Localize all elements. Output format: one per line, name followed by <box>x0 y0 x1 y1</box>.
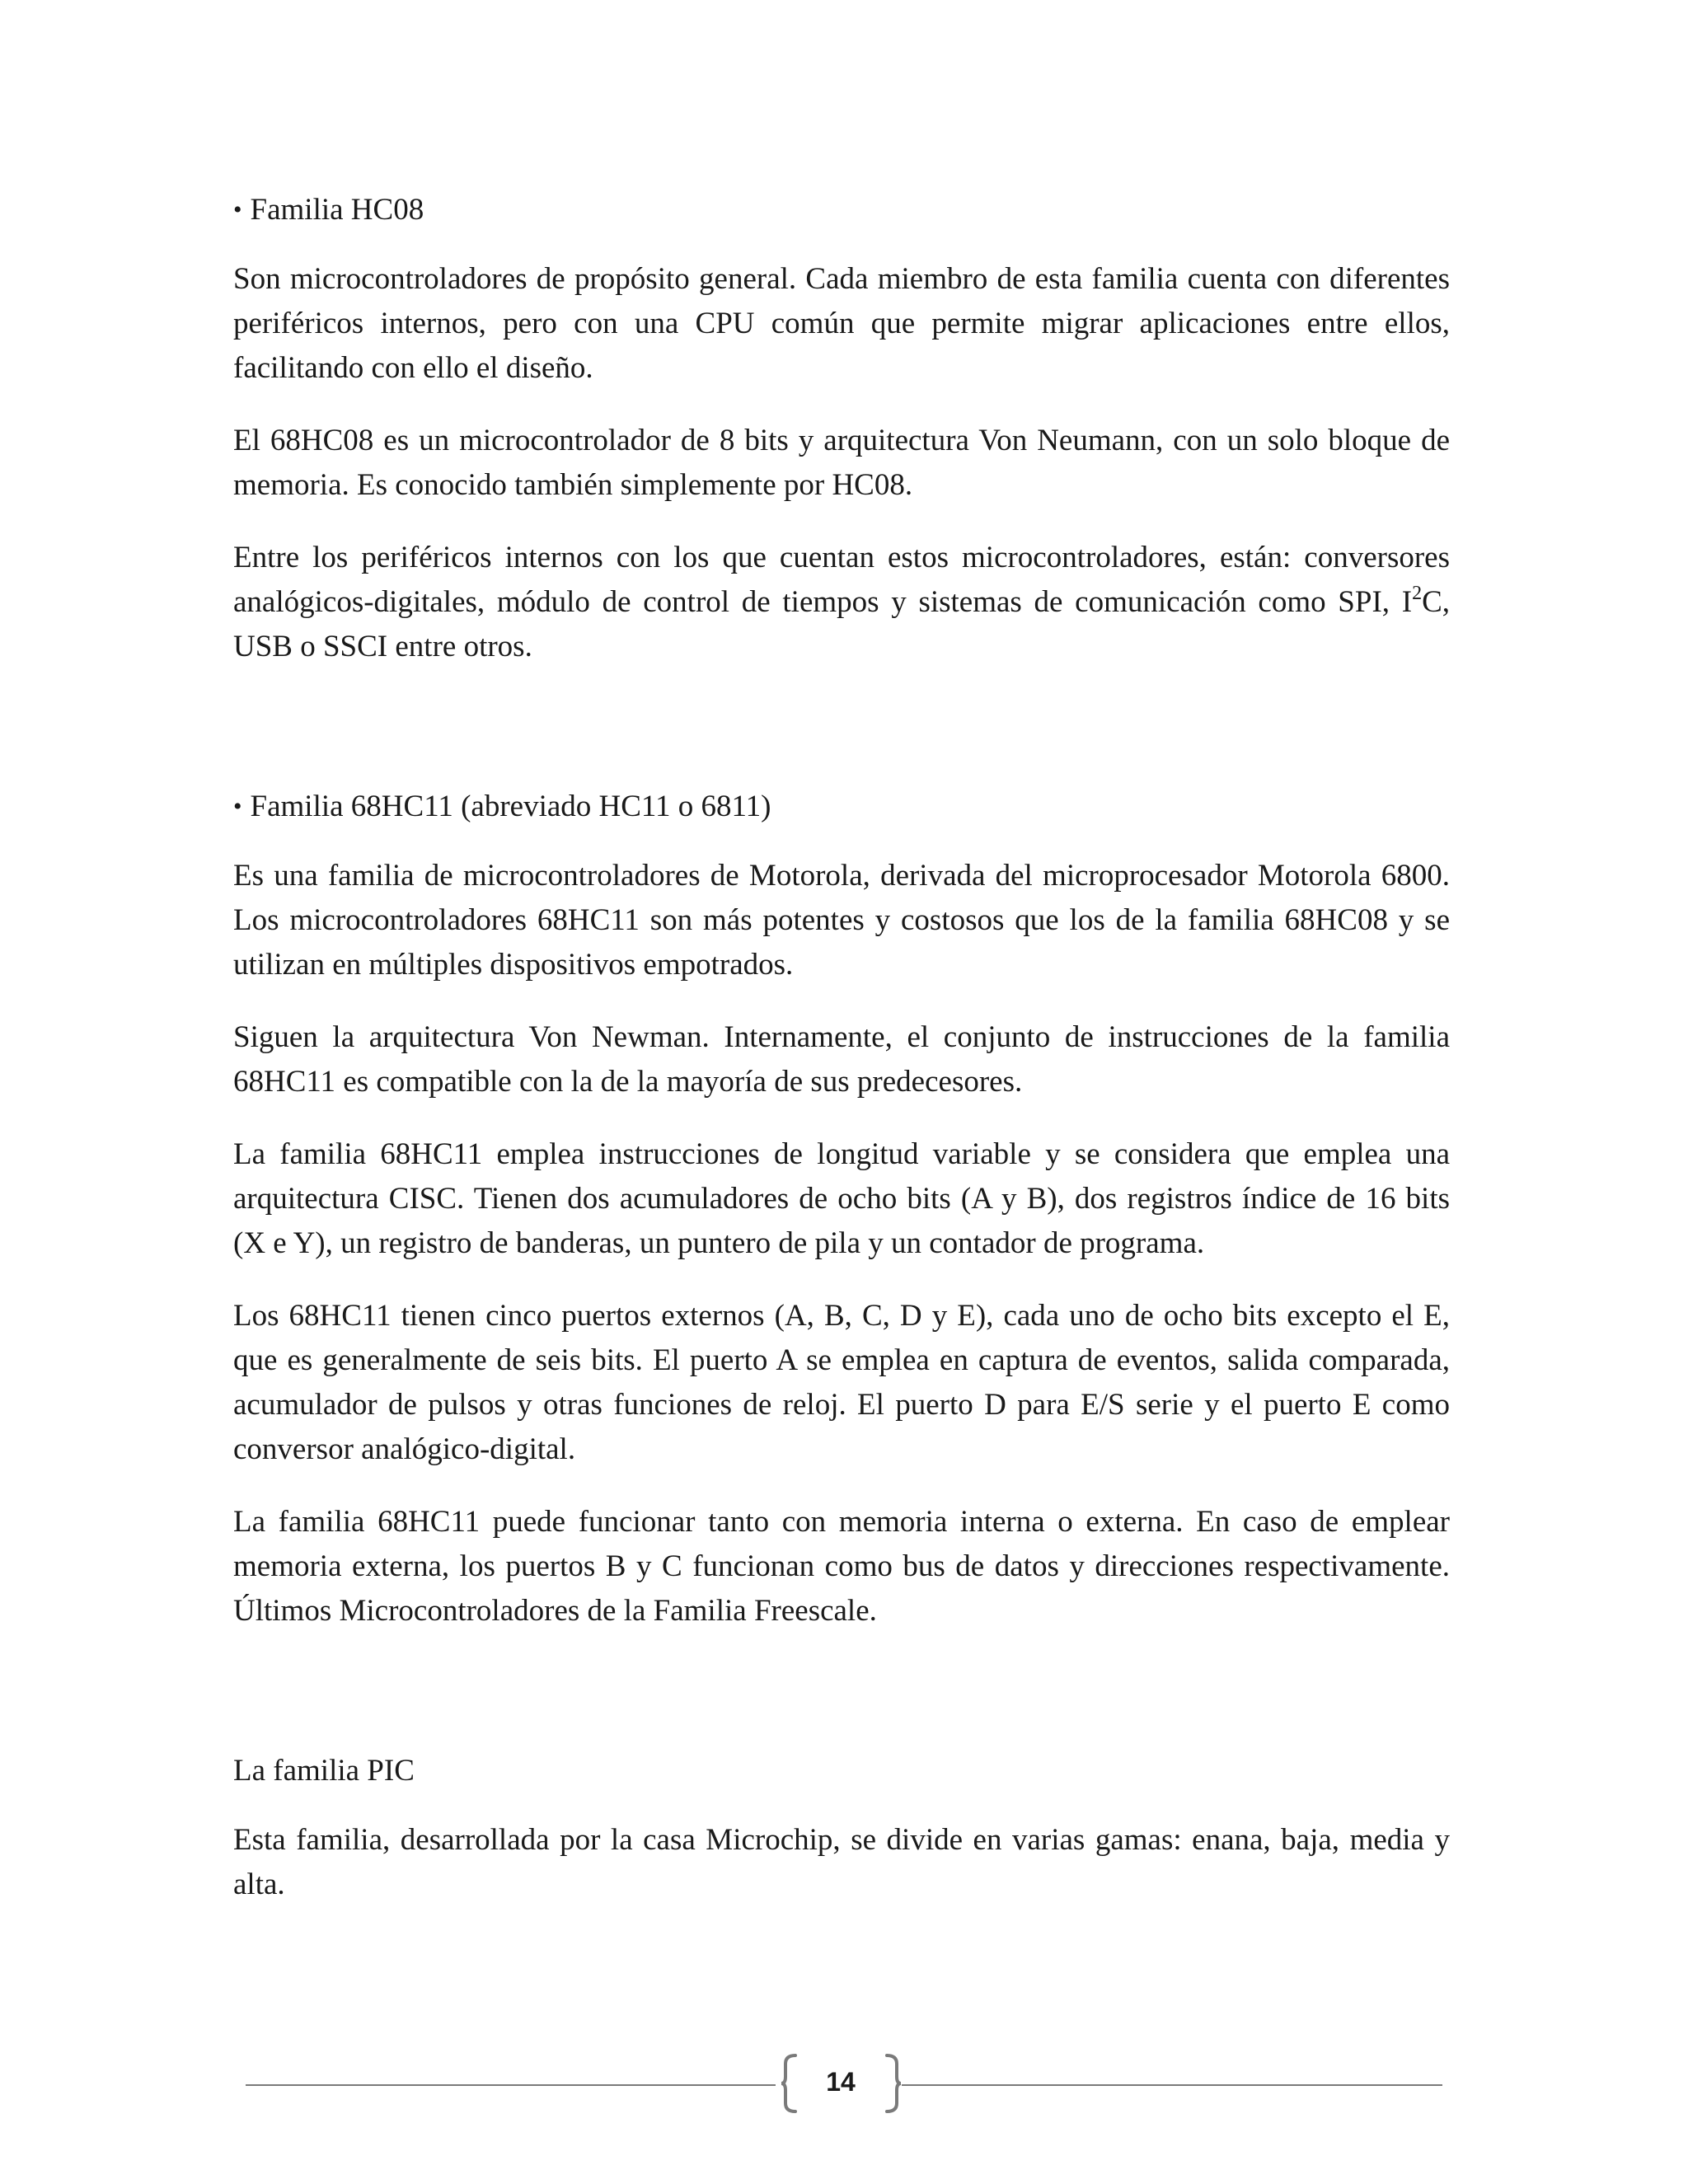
paragraph: Siguen la arquitectura Von Newman. Internamente, el conjunto de instrucciones de la familia 68HC11 es compatible con la de la mayoría de sus predecesores. <box>233 1020 1450 1099</box>
paragraph-text: Entre los periféricos internos con los que cuentan estos microcontroladores, están: conversores analógicos-digitales, módulo de control de tiempos y sistemas de comunicación como SPI, I <box>233 541 1450 619</box>
page-footer <box>0 2052 1688 2118</box>
section-heading-hc08 <box>233 188 1450 232</box>
bullet: • <box>233 793 242 820</box>
section-heading-pic <box>233 1749 1450 1793</box>
paragraph: Esta familia, desarrollada por la casa Microchip, se divide en varias gamas: enana, baja, media y alta. <box>233 1823 1450 1901</box>
paragraph: La familia 68HC11 puede funcionar tanto con memoria interna o externa. En caso de emplear memoria externa, los puertos B y C funcionan como bus de datos y direcciones respectivamente. Últimos Microcontroladores de la Familia Freescale. <box>233 1505 1450 1628</box>
paragraph: Son microcontroladores de propósito general. Cada miembro de esta familia cuenta con diferentes periféricos internos, pero con una CPU común que permite migrar aplicaciones entre ellos, facilitando con ello el diseño. <box>233 262 1450 385</box>
paragraph: El 68HC08 es un microcontrolador de 8 bits y arquitectura Von Neumann, con un solo bloque de memoria. Es conocido también simplemente por HC08. <box>233 424 1450 502</box>
page-content <box>233 188 1450 1935</box>
paragraph-text: C, USB o SSCI entre otros. <box>233 585 1450 663</box>
section-spacer <box>233 697 1450 785</box>
bullet: • <box>233 196 242 223</box>
footer-rule-right <box>902 2084 1442 2086</box>
section-heading-text: Familia HC08 <box>250 193 424 227</box>
section-heading-68hc11 <box>233 785 1450 829</box>
section-spacer <box>233 1661 1450 1749</box>
paragraph: Los 68HC11 tienen cinco puertos externos (A, B, C, D y E), cada uno de ocho bits excepto el E, que es generalmente de seis bits. El puerto A se emplea en captura de eventos, salida comparada, acumulador de pulsos y otras funciones de reloj. El puerto D para E/S serie y el puerto E como conversor analógico-digital. <box>233 1299 1450 1466</box>
left-brace-icon <box>779 2052 799 2115</box>
section-heading-text: La familia PIC <box>233 1754 415 1788</box>
superscript: 2 <box>1412 583 1423 604</box>
footer-rule-left <box>246 2084 776 2086</box>
paragraph: La familia 68HC11 emplea instrucciones de longitud variable y se considera que emplea una arquitectura CISC. Tienen dos acumuladores de ocho bits (A y B), dos registros índice de 16 bits (X e Y), un registro de banderas, un puntero de pila y un contador de programa. <box>233 1137 1450 1260</box>
paragraph-peripherals <box>233 536 1450 669</box>
right-brace-icon <box>884 2052 903 2115</box>
paragraph: Es una familia de microcontroladores de Motorola, derivada del microprocesador Motorola 6800. Los microcontroladores 68HC11 son más potentes y costosos que los de la familia 68HC08 y se utilizan en múltiples dispositivos empotrados. <box>233 859 1450 982</box>
page-number: 14 <box>826 2067 856 2097</box>
section-heading-text: Familia 68HC11 (abreviado HC11 o 6811) <box>250 790 771 823</box>
